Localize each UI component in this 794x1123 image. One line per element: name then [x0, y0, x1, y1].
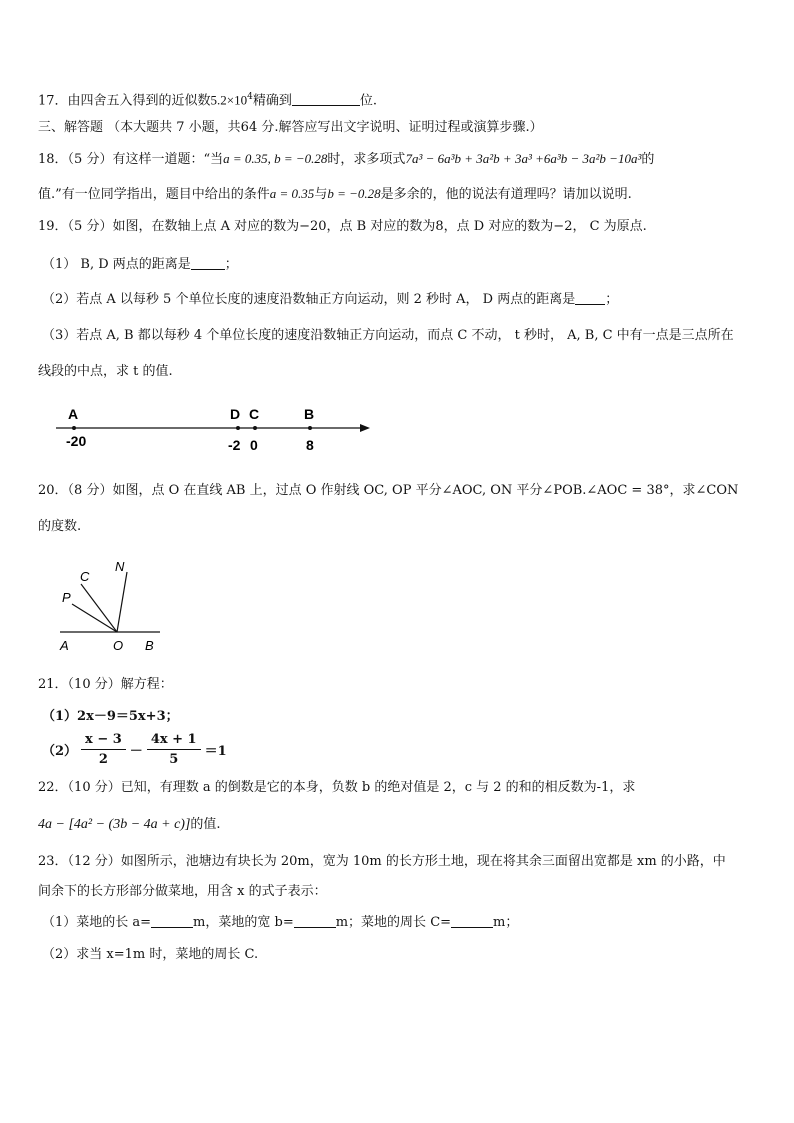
question-20-line2: 的度数.: [38, 519, 82, 534]
label-d: D: [230, 406, 241, 422]
q17-text: 17．由四舍五入得到的近似数: [38, 93, 211, 109]
answer-blank[interactable]: [575, 291, 605, 305]
q17-text-c: 位.: [359, 93, 378, 109]
q18-text: 18．（5 分）有这样一道题：“当: [38, 152, 224, 167]
question-23-line2: 间余下的长方形部分做菜地，用含 x 的式子表示：: [38, 884, 327, 899]
q18-condition-a: a = 0.35: [269, 186, 315, 201]
question-19-part2: [42, 291, 618, 309]
ray-on: [117, 572, 127, 632]
ray-op: [72, 604, 117, 632]
question-18-line2: [38, 185, 632, 204]
question-19-part3-line2: 线段的中点，求 t 的值.: [38, 364, 173, 379]
q18-polynomial: 7a³ − 6a³b + 3a²b + 3a³ +6a³b − 3a²b −10a³: [405, 151, 642, 166]
ray-oc: [81, 584, 117, 632]
question-21-eq2: [42, 732, 227, 767]
q18-text-f: 是多余的，他的说法有道理吗？请加以说明.: [380, 187, 632, 202]
label-c: C: [80, 569, 90, 584]
q17-text-b: 精确到: [252, 93, 292, 109]
answer-blank[interactable]: [294, 914, 336, 928]
q18-text-c: 的: [641, 152, 655, 167]
point-c-dot: [253, 426, 257, 430]
q23-p1-c: m；菜地的周长 C=: [335, 915, 452, 930]
question-19-part1: [42, 256, 238, 274]
point-a-dot: [72, 426, 76, 430]
question-22-line2: [38, 816, 221, 834]
angle-figure: [55, 556, 175, 656]
value-d: -2: [228, 437, 241, 453]
q18-text-b: 时，求多项式: [327, 152, 406, 167]
answer-blank[interactable]: [451, 914, 493, 928]
section-header: 三、解答题 （本大题共 7 小题，共64 分.解答应写出文字说明、证明过程或演算步骤.）: [38, 120, 543, 135]
q17-exponent: 4: [247, 92, 253, 102]
label-o: O: [113, 638, 124, 653]
value-b: 8: [306, 437, 314, 453]
question-19-intro: 19．（5 分）如图，在数轴上点 A 对应的数为−20，点 B 对应的数为8，点 D 对应的数为−2， C 为原点.: [38, 219, 647, 234]
question-23-part2: （2）求当 x=1m 时，菜地的周长 C.: [42, 947, 259, 962]
axis-arrow-icon: [360, 424, 370, 432]
q19-p2-end: ；: [605, 292, 619, 307]
q18-text-d: 值.”有一位同学指出，题目中给出的条件: [38, 187, 270, 202]
number-line-figure: [50, 400, 380, 460]
label-p: P: [62, 590, 71, 605]
q23-p1-b: m，菜地的宽 b=: [193, 915, 294, 930]
question-23-line1: 23．（12 分）如图所示，池塘边有块长为 20m，宽为 10m 的长方形土地，现在将其余三面留出宽都是 xm 的小路，中: [38, 854, 726, 869]
q22-expression: 4a − [4a² − (3b − 4a + c)]: [38, 817, 191, 832]
label-b: B: [304, 406, 315, 422]
label-a: A: [68, 406, 79, 422]
eq2-prefix: （2）: [42, 744, 78, 759]
q22-suffix: 的值.: [190, 817, 221, 832]
eq2-minus: －: [129, 744, 143, 759]
q18-values: a = 0.35, b = −0.28: [223, 151, 328, 166]
q17-approx: 5.2×10: [210, 92, 248, 108]
q23-p1-d: m；: [493, 915, 519, 930]
point-d-dot: [236, 426, 240, 430]
fraction-2-denominator: 5: [169, 752, 179, 767]
point-b-dot: [308, 426, 312, 430]
q19-p2-text: （2）若点 A 以每秒 5 个单位长度的速度沿数轴正方向运动，则 2 秒时 A， D 两点的距离是: [42, 292, 576, 307]
question-17: [38, 88, 377, 110]
eq2-suffix: ＝1: [204, 744, 227, 759]
fraction-2: [147, 732, 201, 767]
question-21-eq1: （1）2x－9＝5x+3；: [42, 709, 179, 724]
question-22-line1: 22．（10 分）已知，有理数 a 的倒数是它的本身，负数 b 的绝对值是 2，c 与 2 的和的相反数为-1，求: [38, 780, 636, 795]
question-19-part3-line1: （3）若点 A, B 都以每秒 4 个单位长度的速度沿数轴正方向运动，而点 C 不动， t 秒时， A, B, C 中有一点是三点所在: [42, 328, 734, 343]
fraction-1: [81, 732, 126, 767]
question-23-part1: [42, 914, 518, 932]
fraction-1-denominator: 2: [98, 752, 108, 767]
value-a: -20: [66, 433, 87, 449]
value-c: 0: [250, 437, 258, 453]
answer-blank[interactable]: [151, 914, 193, 928]
question-18-line1: [38, 150, 654, 169]
label-a: A: [60, 638, 69, 653]
question-21-header: 21．（10 分）解方程：: [38, 677, 173, 692]
q19-p1-text: （1） B, D 两点的距离是: [42, 257, 191, 272]
q19-p1-end: ；: [224, 257, 238, 272]
q23-p1-a: （1）菜地的长 a=: [42, 915, 152, 930]
fraction-1-numerator: x − 3: [81, 732, 126, 750]
q18-condition-b: b = −0.28: [327, 186, 381, 201]
question-20-line1: 20．（8 分）如图，点 O 在直线 AB 上，过点 O 作射线 OC, OP 平分∠AOC, ON 平分∠POB.∠AOC = 38°，求∠CON: [38, 483, 739, 498]
q18-text-e: 与: [314, 187, 328, 202]
answer-blank[interactable]: [292, 92, 360, 106]
label-c: C: [249, 406, 260, 422]
fraction-2-numerator: 4x + 1: [147, 732, 201, 750]
label-b: B: [145, 638, 154, 653]
label-n: N: [115, 559, 125, 574]
answer-blank[interactable]: [191, 256, 225, 270]
